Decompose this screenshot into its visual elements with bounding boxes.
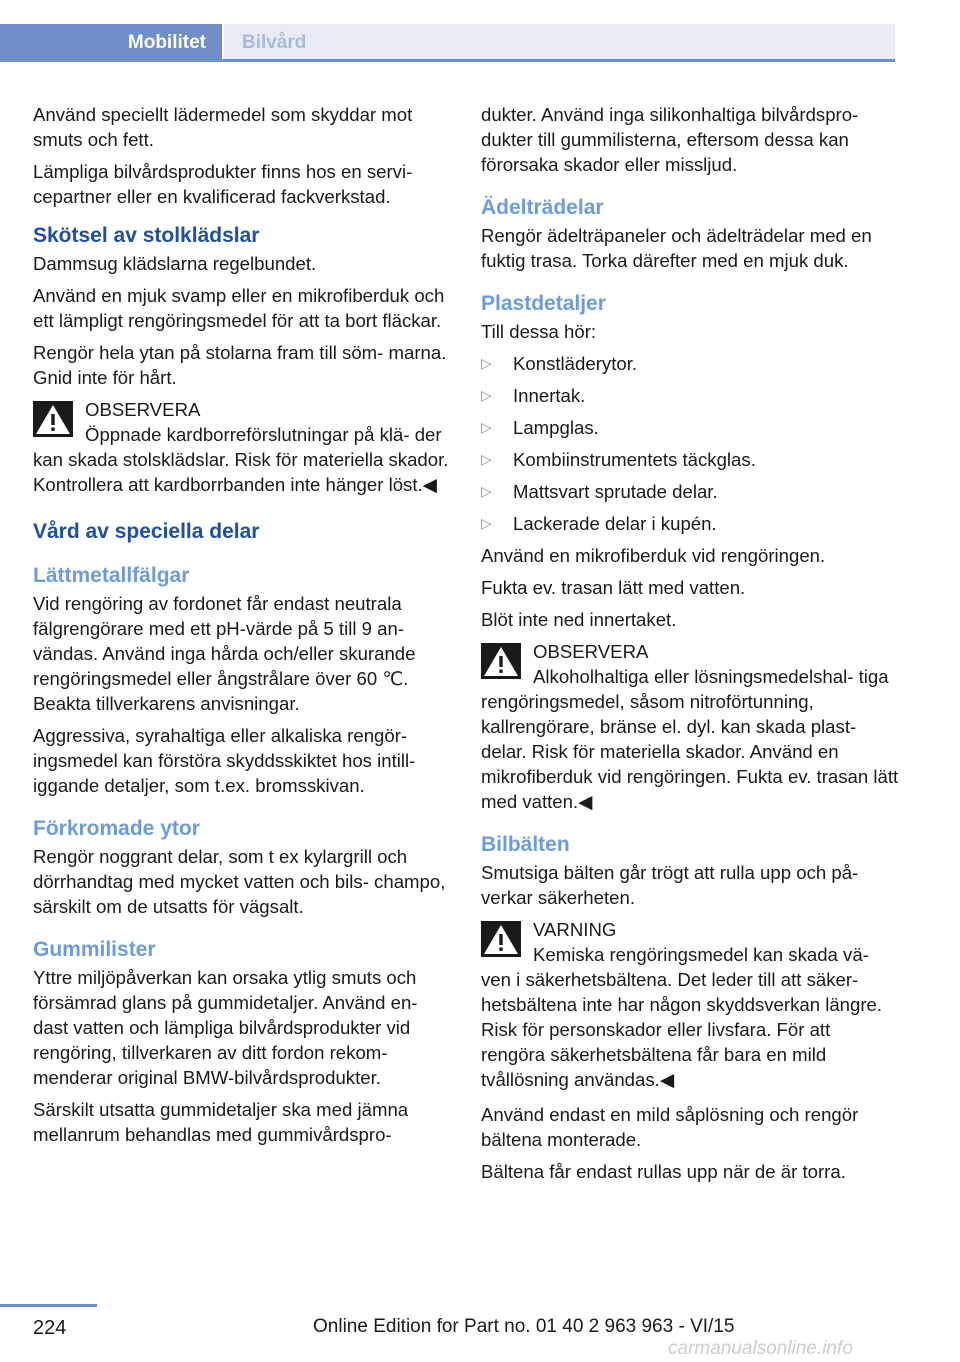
heading-bilbalten: Bilbälten bbox=[481, 833, 570, 856]
paragraph: Dammsug klädslarna regelbundet. bbox=[33, 253, 317, 274]
heading-adeltradelar: Ädelträdelar bbox=[481, 196, 604, 219]
paragraph: Till dessa hör: bbox=[481, 321, 597, 342]
tab-bilvard-label: Bilvård bbox=[242, 32, 307, 53]
tab-mobilitet[interactable] bbox=[0, 24, 222, 59]
chapter-tabbar bbox=[0, 24, 895, 62]
paragraph: Använd endast en mild såplösning och rengör bältena monterade. bbox=[481, 1104, 859, 1150]
bullet-icon: ▷ bbox=[481, 483, 492, 499]
tab-bilvard[interactable] bbox=[224, 24, 895, 59]
paragraph: Rengör ädelträpaneler och ädelträdelar med en fuktig trasa. Torka därefter med en mjuk duk. bbox=[481, 225, 872, 271]
warning-triangle-icon bbox=[481, 643, 521, 679]
paragraph: Blöt inte ned innertaket. bbox=[481, 609, 677, 630]
bullet-icon: ▷ bbox=[481, 355, 492, 371]
bullet-icon: ▷ bbox=[481, 451, 492, 467]
edition-text: Online Edition for Part no. 01 40 2 963 963 - VI/15 bbox=[313, 1316, 735, 1337]
warning-box bbox=[33, 397, 451, 497]
list-item bbox=[481, 447, 899, 472]
bullet-icon: ▷ bbox=[481, 387, 492, 403]
paragraph: dukter. Använd inga silikonhaltiga bilvårdspro‐ dukter till gummilisterna, eftersom dessa kan förorsaka skador eller missljud. bbox=[481, 104, 859, 175]
heading-lattmetallfalgar: Lättmetallfälgar bbox=[33, 564, 190, 587]
paragraph: Rengör hela ytan på stolarna fram till söm‐ marna. Gnid inte för hårt. bbox=[33, 342, 447, 388]
list-item-text: Kombiinstrumentets täckglas. bbox=[513, 449, 756, 470]
list-item bbox=[481, 351, 899, 376]
left-column bbox=[33, 102, 451, 1154]
plastic-parts-list bbox=[481, 351, 899, 536]
list-item-text: Lampglas. bbox=[513, 417, 599, 438]
list-item bbox=[481, 415, 899, 440]
warning-box bbox=[481, 639, 899, 814]
warning-box bbox=[481, 917, 899, 1092]
footer-divider bbox=[0, 1304, 97, 1307]
tab-mobilitet-label: Mobilitet bbox=[127, 32, 206, 53]
list-item-text: Lackerade delar i kupén. bbox=[513, 513, 717, 534]
list-item bbox=[481, 383, 899, 408]
right-column bbox=[481, 102, 899, 1191]
paragraph: Lämpliga bilvårdsprodukter finns hos en servi‐ cepartner eller en kvalificerad fackverkstad. bbox=[33, 161, 413, 207]
warning-body: Alkoholhaltiga eller lösningsmedelshal‐ tiga rengöringsmedel, såsom nitroförtunning, kallrengörare, bränse el. dyl. kan skada plast‐ delar. Risk för materiella skador. Använd en mikrofiberduk vid rengöringen. Fukta ev. trasan lätt med vatten.◀ bbox=[481, 666, 899, 812]
warning-triangle-icon bbox=[33, 401, 73, 437]
bullet-icon: ▷ bbox=[481, 515, 492, 531]
heading-vard-speciella-delar: Vård av speciella delar bbox=[33, 520, 260, 543]
paragraph: Fukta ev. trasan lätt med vatten. bbox=[481, 577, 746, 598]
warning-body: Kemiska rengöringsmedel kan skada vä‐ ven i säkerhetsbältena. Det leder till att säker‐ hetsbältena inte har någon skyddsverkan längre. Risk för personskador eller livsfara. För att rengöra säkerhetsbältena får bara en mild tvållösning användas.◀ bbox=[481, 944, 883, 1090]
list-item bbox=[481, 511, 899, 536]
heading-plastdetaljer: Plastdetaljer bbox=[481, 292, 606, 315]
warning-triangle-icon bbox=[481, 921, 521, 957]
list-item-text: Innertak. bbox=[513, 385, 586, 406]
watermark: carmanualsonline.info bbox=[668, 1338, 853, 1359]
paragraph: Aggressiva, syrahaltiga eller alkaliska rengör‐ ingsmedel kan förstöra skyddsskiktet hos intill‐ iggande detaljer, som t.ex. bromsskivan. bbox=[33, 725, 416, 796]
warning-title: OBSERVERA bbox=[85, 399, 201, 420]
paragraph: Använd en mjuk svamp eller en mikrofiberduk och ett lämpligt rengöringsmedel för att ta bort fläckar. bbox=[33, 285, 445, 331]
paragraph: Rengör noggrant delar, som t ex kylargrill och dörrhandtag med mycket vatten och bils‐ champo, särskilt om de utsatts för vägsalt. bbox=[33, 846, 446, 917]
paragraph: Yttre miljöpåverkan kan orsaka ytlig smuts och försämrad glans på gummidetaljer. Använd en‐ dast vatten och lämpliga bilvårdsprodukter vid rengöring, tillverkaren av ditt fordon rekom‐ menderar original BMW-bilvårdsprodukter. bbox=[33, 967, 418, 1088]
header-divider bbox=[0, 59, 895, 62]
page-number: 224 bbox=[33, 1317, 67, 1339]
heading-forkromade-ytor: Förkromade ytor bbox=[33, 817, 200, 840]
list-item-text: Mattsvart sprutade delar. bbox=[513, 481, 718, 502]
warning-body: Öppnade kardborreförslutningar på klä‐ der kan skada stolsklädslar. Risk för materiella skador. Kontrollera att kardborrbanden inte hänger löst.◀ bbox=[33, 424, 449, 495]
heading-gummilister: Gummilister bbox=[33, 938, 156, 961]
paragraph: Särskilt utsatta gummidetaljer ska med jämna mellanrum behandlas med gummivårdspro‐ bbox=[33, 1099, 409, 1145]
paragraph: Vid rengöring av fordonet får endast neutrala fälgrengörare med ett pH-värde på 5 till 9 an‐ vändas. Använd inga hårda och/eller skurande rengöringsmedel eller ångstrålare över 60 ℃. Beakta tillverkarens anvisningar. bbox=[33, 593, 416, 714]
warning-title: OBSERVERA bbox=[533, 641, 649, 662]
warning-title: VARNING bbox=[533, 919, 617, 940]
list-item-text: Konstläderytor. bbox=[513, 353, 638, 374]
bullet-icon: ▷ bbox=[481, 419, 492, 435]
list-item bbox=[481, 479, 899, 504]
paragraph: Smutsiga bälten går trögt att rulla upp och på‐ verkar säkerheten. bbox=[481, 862, 859, 908]
paragraph: Bältena får endast rullas upp när de är torra. bbox=[481, 1161, 846, 1182]
heading-stolkladslar: Skötsel av stolklädslar bbox=[33, 224, 260, 247]
paragraph: Använd speciellt lädermedel som skyddar mot smuts och fett. bbox=[33, 104, 413, 150]
paragraph: Använd en mikrofiberduk vid rengöringen. bbox=[481, 545, 826, 566]
